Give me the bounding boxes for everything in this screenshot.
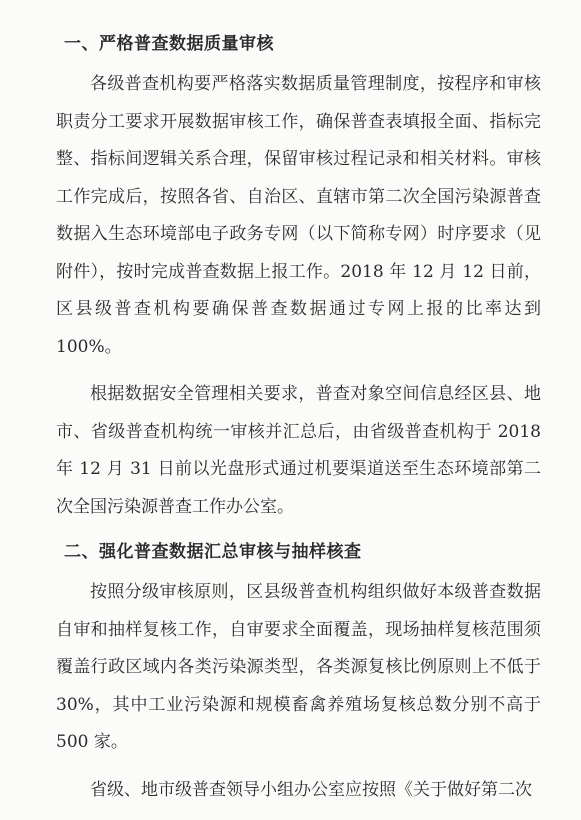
paragraph: 根据数据安全管理相关要求，普查对象空间信息经区县、地市、省级普查机构统一审核并汇总后，由省级普查机构于 2018 年 12 月 31 日前以光盘形式通过机要渠道送至生态环境部第二次全国污染源普查工作办公室。 xyxy=(56,384,541,517)
section-heading-1: 一、严格普查数据质量审核 xyxy=(64,34,274,54)
paragraph: 省级、地市级普查领导小组办公室应按照《关于做好第二次 xyxy=(90,779,532,800)
section-heading-2: 二、强化普查数据汇总审核与抽样核查 xyxy=(64,542,362,562)
paragraph: 各级普查机构要严格落实数据质量管理制度，按程序和审核职责分工要求开展数据审核工作，确保普查表填报全面、指标完整、指标间逻辑关系合理，保留审核过程记录和相关材料。审核工作完成后，按照各省、自治区、直辖市第二次全国污染源普查数据入生态环境部电子政务专网（以下简称专网）时序要求（见附件），按时完成普查数据上报工作。2018 年 12 月 12 日前，区县级普查机构要确保普查数据通过专网上报的比率达到 100%。 xyxy=(56,74,541,357)
paragraph: 按照分级审核原则，区县级普查机构组织做好本级普查数据自审和抽样复核工作，自审要求全面覆盖，现场抽样复核范围须覆盖行政区域内各类污染源类型，各类源复核比例原则上不低于 30%，其中工业污染源和规模畜禽养殖场复核总数分别不高于 500 家。 xyxy=(56,582,541,752)
